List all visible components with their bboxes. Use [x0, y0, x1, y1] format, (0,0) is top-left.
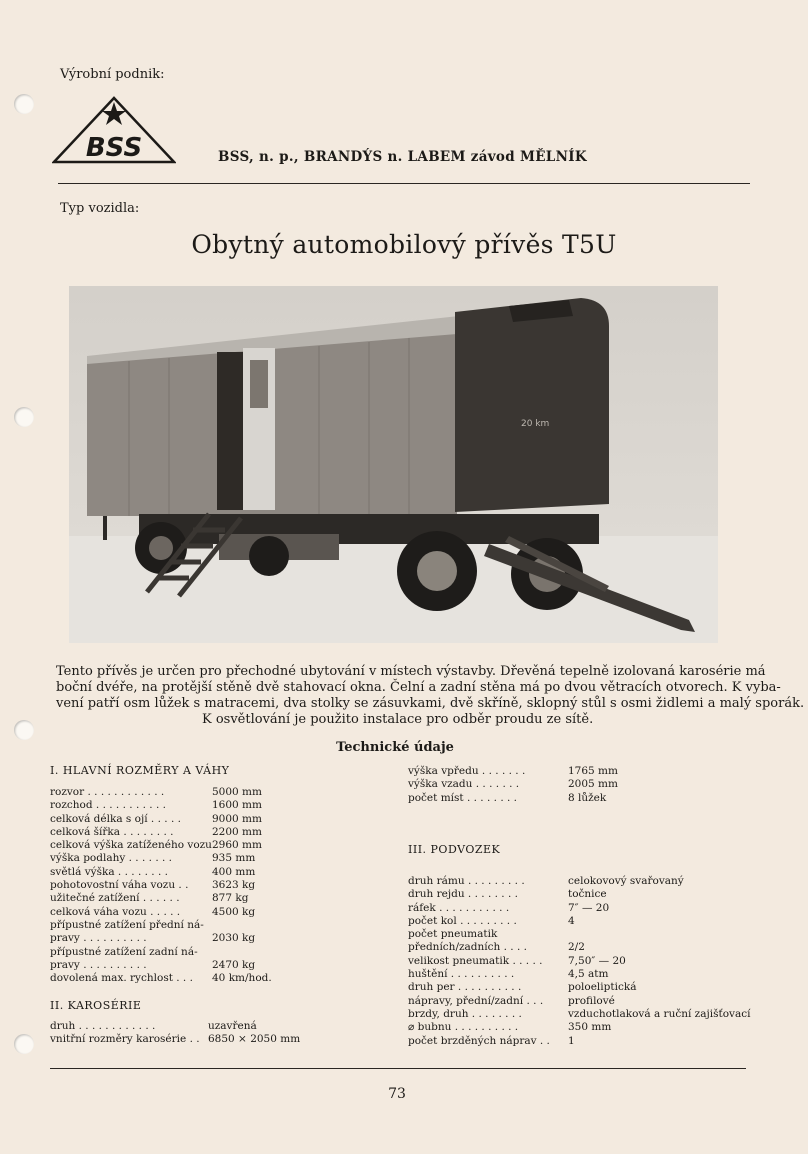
spec-row [408, 902, 753, 915]
spec-name: světlá výška . . . . . . . . [50, 865, 168, 878]
spec-value: celokovový svařovaný [568, 875, 684, 887]
spec-row [50, 813, 350, 826]
spec-row [408, 995, 753, 1008]
page-number: 73 [388, 1086, 406, 1102]
spec-value: 2200 mm [212, 825, 262, 838]
spec-row [408, 1008, 753, 1021]
tech-title: Technické údaje [336, 740, 454, 755]
spec-name: druh rámu . . . . . . . . . [408, 875, 525, 887]
spec-name: přípustné zatížení přední ná- [50, 918, 204, 931]
spec-row [408, 1021, 753, 1034]
spec-value: uzavřená [208, 1020, 257, 1032]
spec-value: 2470 kg [212, 958, 256, 971]
description-line: K osvětlování je použito instalace pro odběr proudu ze sítě. [202, 712, 594, 727]
section-title-body: II. KAROSÉRIE [50, 999, 142, 1012]
spec-name: počet míst . . . . . . . . [408, 791, 518, 804]
spec-value: 350 mm [568, 1021, 612, 1034]
spec-name: ráfek . . . . . . . . . . . [408, 901, 510, 914]
spec-value: 1765 mm [568, 765, 618, 777]
svg-text:20 km: 20 km [521, 419, 550, 429]
spec-value: vzduchotlaková a ruční zajišťovací [568, 1007, 751, 1020]
spec-name: výška vpředu . . . . . . . [408, 765, 526, 777]
spec-name: přípustné zatížení zadní ná- [50, 945, 198, 958]
spec-value: 400 mm [212, 865, 256, 878]
spec-row [50, 1020, 350, 1033]
spec-row [50, 946, 350, 959]
spec-value: 2960 mm [212, 839, 262, 852]
spec-row [408, 792, 748, 805]
spec-table-dimensions [50, 786, 350, 985]
spec-name: výška vzadu . . . . . . . [408, 778, 520, 791]
spec-name: celková výška zatíženého vozu [50, 839, 212, 852]
spec-value: poloeliptická [568, 981, 637, 994]
spec-row [408, 888, 753, 901]
spec-value: 877 kg [212, 892, 249, 905]
spec-row [408, 1035, 753, 1048]
spec-name: druh rejdu . . . . . . . . [408, 888, 518, 901]
spec-row [408, 765, 748, 778]
punch-hole [14, 720, 34, 740]
spec-row [50, 959, 350, 972]
spec-name: nápravy, přední/zadní . . . [408, 994, 544, 1007]
spec-name: celková šířka . . . . . . . . [50, 825, 174, 838]
spec-value: 935 mm [212, 852, 256, 865]
spec-row [50, 852, 350, 865]
spec-value: profilové [568, 994, 615, 1007]
spec-name: počet pneumatik [408, 928, 498, 941]
spec-value: 1600 mm [212, 799, 262, 812]
spec-value: 2/2 [568, 941, 585, 954]
spec-value: 7,50″ — 20 [568, 954, 626, 967]
spec-value: 4,5 atm [568, 968, 609, 981]
spec-value: 7″ — 20 [568, 901, 610, 914]
spec-name: brzdy, druh . . . . . . . . [408, 1007, 522, 1020]
spec-row [408, 875, 753, 888]
spec-name: huštění . . . . . . . . . . [408, 968, 515, 981]
punch-hole [14, 407, 34, 427]
spec-table-chassis [408, 875, 753, 1048]
spec-row [50, 1033, 350, 1046]
punch-hole [14, 1034, 34, 1054]
spec-row [50, 972, 350, 985]
section-title-chassis: III. PODVOZEK [408, 843, 501, 856]
spec-value: 9000 mm [212, 812, 262, 825]
spec-value: 4500 kg [212, 905, 256, 918]
spec-row [50, 879, 350, 892]
spec-name: celková délka s ojí . . . . . [50, 812, 181, 825]
spec-value: 2005 mm [568, 778, 618, 791]
bss-logo [52, 96, 176, 166]
spec-name: druh . . . . . . . . . . . . [50, 1020, 156, 1032]
spec-name: vnitřní rozměry karosérie . . [50, 1033, 200, 1046]
header-rule [58, 183, 750, 184]
spec-row [408, 981, 753, 994]
description [56, 664, 805, 728]
spec-row [50, 839, 350, 852]
spec-name: předních/zadních . . . . [408, 941, 527, 954]
spec-row [50, 892, 350, 905]
spec-name: velikost pneumatik . . . . . [408, 954, 543, 967]
spec-value: 3623 kg [212, 879, 256, 892]
spec-name: výška podlahy . . . . . . . [50, 852, 173, 865]
spec-name: rozchod . . . . . . . . . . . [50, 799, 166, 812]
spec-row [50, 906, 350, 919]
spec-name: pohotovostní váha vozu . . [50, 879, 189, 892]
spec-row [50, 932, 350, 945]
spec-value: 5000 mm [212, 786, 262, 798]
spec-value: 2030 kg [212, 932, 256, 945]
spec-row [50, 826, 350, 839]
spec-name: celková váha vozu . . . . . [50, 905, 181, 918]
spec-name: dovolená max. rychlost . . . [50, 972, 193, 985]
spec-row [408, 955, 753, 968]
footer-rule [50, 1068, 746, 1069]
spec-row [50, 919, 350, 932]
spec-name: užitečné zatížení . . . . . . [50, 892, 180, 905]
spec-name: ⌀ bubnu . . . . . . . . . . [408, 1021, 519, 1034]
spec-table-body-cont [408, 765, 748, 805]
vehicle-type-label: Typ vozidla: [60, 201, 140, 216]
spec-row [50, 799, 350, 812]
spec-value: 6850 × 2050 mm [208, 1033, 301, 1046]
page-title: Obytný automobilový přívěs T5U [191, 230, 617, 259]
description-line: vení patří osm lůžek s matracemi, dva stolky se zásuvkami, dvě skříně, sklopný stůl s osmi židlemi a malý sporák. [56, 696, 805, 711]
spec-name: pravy . . . . . . . . . . [50, 958, 147, 971]
section-title-dimensions: I. HLAVNÍ ROZMĚRY A VÁHY [50, 764, 230, 777]
description-line: boční dvéře, na protější stěně dvě stahovací okna. Čelní a zadní stěna má po dvou větracích otvorech. K vyba- [56, 680, 781, 695]
punch-hole [14, 94, 34, 114]
spec-row [408, 778, 748, 791]
spec-value: 40 km/hod. [212, 972, 272, 985]
description-line: Tento přívěs je určen pro přechodné ubytování v místech výstavby. Dřevěná tepelně izolovaná karosérie má [56, 664, 766, 679]
svg-text:BSS: BSS [85, 133, 143, 163]
spec-name: počet brzděných náprav . . [408, 1034, 550, 1047]
spec-name: druh per . . . . . . . . . . [408, 981, 522, 994]
trailer-photo [69, 286, 718, 643]
spec-row [50, 866, 350, 879]
spec-value: 8 lůžek [568, 791, 607, 804]
spec-row [50, 786, 350, 799]
manufacturer-label: Výrobní podnik: [60, 67, 165, 82]
spec-row [408, 941, 753, 954]
spec-name: rozvor . . . . . . . . . . . . [50, 786, 165, 798]
spec-value: 4 [568, 914, 575, 927]
spec-name: pravy . . . . . . . . . . [50, 932, 147, 945]
spec-value: 1 [568, 1034, 575, 1047]
spec-value: točnice [568, 888, 607, 901]
company-name: BSS, n. p., BRANDÝS n. LABEM závod MĚLNÍK [218, 149, 587, 165]
spec-row [408, 968, 753, 981]
spec-name: počet kol . . . . . . . . . [408, 914, 517, 927]
spec-table-body [50, 1020, 350, 1047]
spec-row [408, 928, 753, 941]
spec-row [408, 915, 753, 928]
